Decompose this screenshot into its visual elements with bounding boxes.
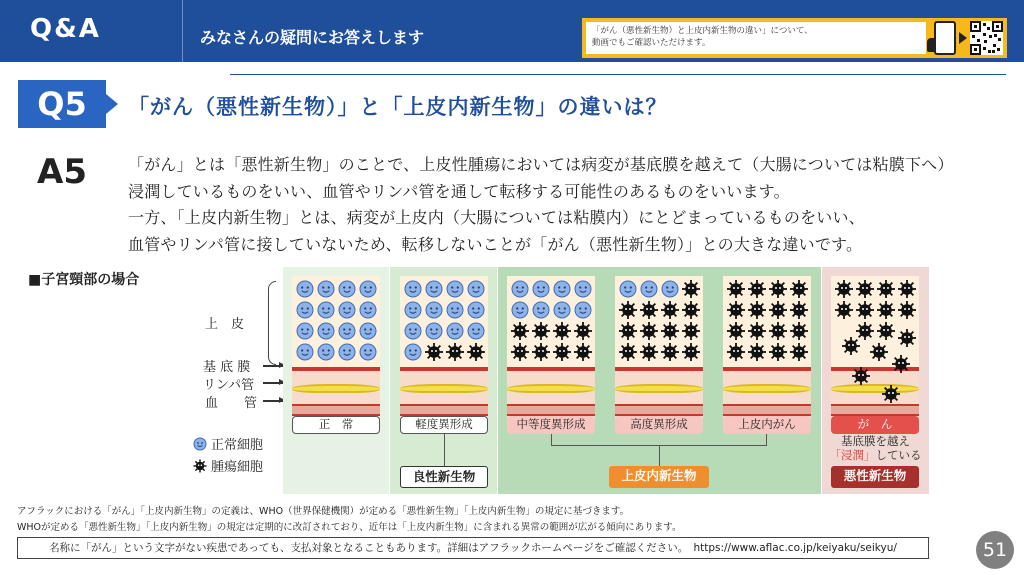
- stage-label-mild: 軽度異形成: [400, 416, 488, 434]
- tissue-panel: [400, 276, 488, 426]
- lymph-arrow-icon: [263, 382, 283, 384]
- cervix-diagram: [283, 267, 929, 494]
- group-benign: 良性新生物: [400, 466, 488, 488]
- video-note-line2: 動画でもご確認いただけます。: [592, 38, 711, 48]
- basement-arrow-icon: [263, 365, 283, 367]
- payment-note-box: 名称に「がん」という文字がない疾患であっても、支払対象となることもあります。詳細はアフラックホームページをご確認ください。 https://www.aflac.co.jp/keiyaku/seikyu/: [17, 537, 929, 559]
- video-note-line1: 「がん（悪性新生物）と上皮内新生物の違い」について、: [592, 26, 813, 36]
- page-number: 51: [976, 531, 1014, 569]
- legend-normal: [193, 434, 263, 453]
- legend-normal-label: 正常細胞: [211, 438, 264, 453]
- tissue-panel: [507, 276, 595, 426]
- lymph-vessel-label: リンパ管: [203, 378, 255, 393]
- intra-bracket: [551, 434, 767, 446]
- basement-membrane-label: 基 底 膜: [203, 360, 251, 375]
- header-divider: [182, 0, 183, 62]
- stage-label-cis: 上皮内がん: [723, 416, 811, 434]
- tissue-panel: [292, 276, 380, 426]
- play-arrow-icon: [959, 32, 967, 44]
- normal-cell-icon: [193, 437, 207, 451]
- footnote-1: アフラックにおける「がん」「上皮内新生物」の定義は、WHO（世界保健機関）が定める「悪性新生物」「上皮内新生物」の規定に基づきます。: [17, 506, 630, 517]
- legend-tumor: [193, 456, 263, 475]
- smartphone-icon: [934, 21, 956, 55]
- answer-text: [128, 152, 1018, 258]
- invasion-note: [822, 434, 929, 462]
- invasion-note-end: している: [875, 448, 922, 462]
- answer-badge: A5: [37, 152, 87, 192]
- group-intraepithelial: 上皮内新生物: [609, 466, 709, 488]
- answer-line: 一方、「上皮内新生物」とは、病変が上皮内（大腸については粘膜内）にとどまっているものをいい、: [128, 208, 865, 227]
- header-subtitle: みなさんの疑問にお答えします: [200, 28, 425, 47]
- stage-label-moderate: 中等度異形成: [507, 416, 595, 434]
- invasion-note-line1: 基底膜を越え: [841, 434, 910, 448]
- epithelium-brace: [268, 281, 276, 365]
- invasion-keyword: 「浸潤」: [829, 448, 876, 462]
- group-malignant: 悪性新生物: [831, 466, 919, 488]
- stage-label-cancer: が ん: [831, 416, 919, 434]
- stage-label-normal: 正 常: [292, 416, 380, 434]
- answer-line: 浸潤しているものをいい、血管やリンパ管を通して転移する可能性のあるものをいいます。: [128, 181, 790, 201]
- header-rule: [230, 74, 1006, 75]
- cell-group: [723, 276, 811, 426]
- cell-group: [507, 276, 595, 426]
- tumor-cell-icon: [193, 459, 207, 473]
- stage-label-severe: 高度異形成: [615, 416, 703, 434]
- epithelium-label: 上 皮: [205, 317, 245, 332]
- header-bar: [0, 0, 1024, 62]
- footnote-2: WHOが定める「悪性新生物」「上皮内新生物」の規定は定期的に改訂されており、近年は「上皮内新生物」に含まれる異常の範囲が広がる傾向にあります。: [17, 522, 682, 533]
- question-text: 「がん（悪性新生物）」と「上皮内新生物」の違いは？: [128, 95, 668, 119]
- cell-group: [400, 276, 488, 426]
- cell-group: [615, 276, 703, 426]
- answer-line: 「がん」とは「悪性新生物」のことで、上皮性腫瘍においては病変が基底膜を越えて（大腸については粘膜下へ）: [128, 155, 954, 174]
- intra-connector: [659, 446, 660, 466]
- cell-group: [292, 276, 380, 426]
- video-note: [586, 22, 926, 54]
- tissue-panel: [723, 276, 811, 426]
- invasion-note-line2: [822, 448, 929, 462]
- section-title: Q&A: [30, 14, 101, 44]
- case-title: ■子宮頸部の場合: [28, 272, 140, 288]
- tissue-panel: [831, 276, 919, 426]
- blood-vessel-label: 血 管: [205, 396, 258, 411]
- video-banner[interactable]: [582, 18, 1007, 58]
- answer-line: 血管やリンパ管に接していないため、転移しないことが「がん（悪性新生物）」との大きな違いです。: [128, 234, 863, 254]
- question-badge: Q5: [18, 80, 106, 128]
- cell-group: [831, 276, 919, 426]
- benign-connector: [444, 434, 445, 466]
- tissue-panel: [615, 276, 703, 426]
- qr-code-icon[interactable]: [970, 21, 1003, 55]
- blood-arrow-icon: [263, 400, 283, 402]
- legend-tumor-label: 腫瘍細胞: [211, 460, 264, 475]
